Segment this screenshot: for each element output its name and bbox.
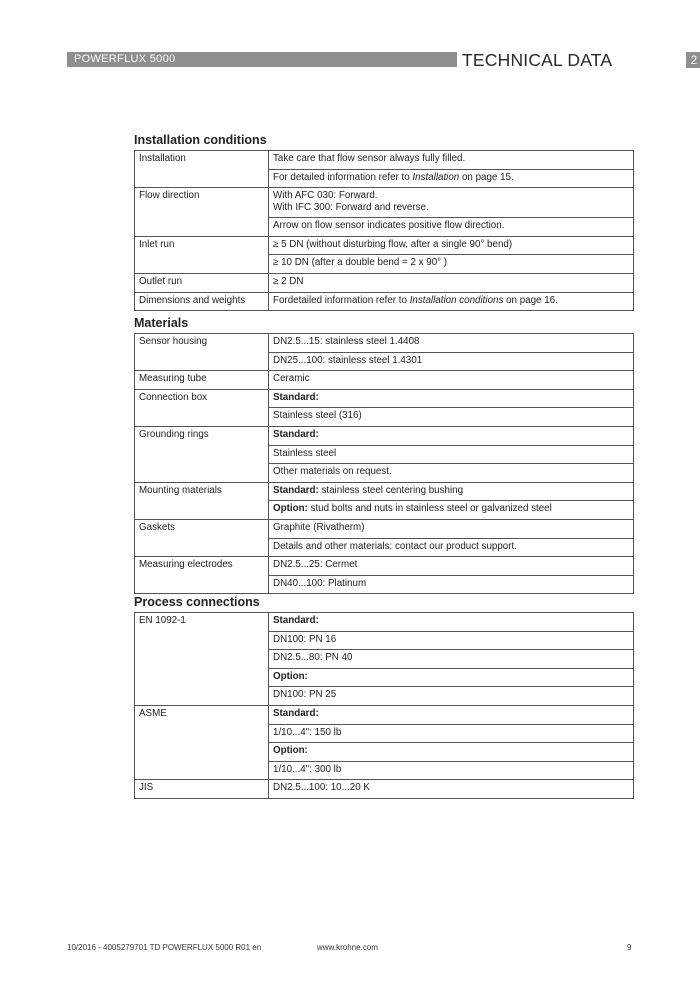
row-value: DN100: PN 16	[269, 631, 634, 650]
page-header	[67, 49, 698, 73]
row-value: ≥ 10 DN (after a double bend = 2 x 90° )	[269, 255, 634, 274]
row-value: DN100: PN 25	[269, 687, 634, 706]
row-label: Flow direction	[135, 188, 269, 237]
row-value: Standard:	[269, 389, 634, 408]
header-product: POWERFLUX 5000	[67, 52, 457, 67]
row-label: Measuring electrodes	[135, 557, 269, 594]
section-heading: Process connections	[134, 595, 260, 609]
table-row	[135, 426, 634, 445]
row-label: Inlet run	[135, 236, 269, 273]
row-value: Option: stud bolts and nuts in stainless steel or galvanized steel	[269, 501, 634, 520]
table-row	[135, 705, 634, 724]
row-value: Option:	[269, 668, 634, 687]
row-label: Gaskets	[135, 519, 269, 556]
row-label: Measuring tube	[135, 371, 269, 390]
row-label: Mounting materials	[135, 482, 269, 519]
row-value: Take care that flow sensor always fully filled.	[269, 151, 634, 170]
table-row	[135, 613, 634, 632]
footer-page-number: 9	[627, 943, 632, 952]
row-value: Details and other materials: contact our product support.	[269, 538, 634, 557]
row-label: JIS	[135, 780, 269, 799]
row-value: Standard:	[269, 705, 634, 724]
row-value: DN40...100: Platinum	[269, 575, 634, 594]
row-value: ≥ 2 DN	[269, 273, 634, 292]
materials-table	[134, 333, 634, 594]
row-value: Stainless steel	[269, 445, 634, 464]
row-label: ASME	[135, 705, 269, 779]
table-row	[135, 780, 634, 799]
materials-section	[134, 316, 634, 594]
row-value: Stainless steel (316)	[269, 408, 634, 427]
row-value: DN2.5...100: 10...20 K	[269, 780, 634, 799]
table-row	[135, 151, 634, 170]
table-row	[135, 482, 634, 501]
row-value: DN2.5...25: Cermet	[269, 557, 634, 576]
row-value: DN2.5...80: PN 40	[269, 650, 634, 669]
header-title: TECHNICAL DATA	[462, 50, 613, 70]
row-label: Outlet run	[135, 273, 269, 292]
row-value: Fordetailed information refer to Installation conditions on page 16.	[269, 292, 634, 311]
row-value: Other materials on request.	[269, 464, 634, 483]
row-value: Standard:	[269, 613, 634, 632]
table-row	[135, 188, 634, 218]
row-label: EN 1092-1	[135, 613, 269, 706]
row-value: DN25...100: stainless steel 1.4301	[269, 352, 634, 371]
row-value: For detailed information refer to Installation on page 15.	[269, 169, 634, 188]
page-reference-link[interactable]: Installation	[412, 171, 460, 183]
row-value: Graphite (Rivatherm)	[269, 519, 634, 538]
row-value: Arrow on flow sensor indicates positive flow direction.	[269, 218, 634, 237]
process-connections-section	[134, 595, 634, 799]
table-row	[135, 557, 634, 576]
row-value: 1/10...4": 300 lb	[269, 761, 634, 780]
page-reference-link[interactable]: Installation conditions	[409, 294, 504, 306]
row-label: Connection box	[135, 389, 269, 426]
chapter-badge: 2	[686, 52, 700, 68]
row-value: Ceramic	[269, 371, 634, 390]
table-row	[135, 236, 634, 255]
row-label: Grounding rings	[135, 426, 269, 482]
section-heading: Materials	[134, 316, 189, 330]
row-value: Option:	[269, 743, 634, 762]
installation-section	[134, 133, 634, 311]
table-row	[135, 273, 634, 292]
table-row	[135, 389, 634, 408]
row-value: ≥ 5 DN (without disturbing flow, after a single 90° bend)	[269, 236, 634, 255]
row-value: 1/10...4": 150 lb	[269, 724, 634, 743]
section-heading: Installation conditions	[134, 133, 267, 147]
table-row	[135, 519, 634, 538]
table-row	[135, 292, 634, 311]
row-value: With AFC 030: Forward. With IFC 300: Forward and reverse.	[269, 188, 634, 218]
row-value: DN2.5...15: stainless steel 1.4408	[269, 334, 634, 353]
row-value: Standard: stainless steel centering bushing	[269, 482, 634, 501]
row-label: Installation	[135, 151, 269, 188]
table-row	[135, 334, 634, 353]
installation-table	[134, 150, 634, 311]
row-label: Dimensions and weights	[135, 292, 269, 311]
table-row	[135, 371, 634, 390]
footer-website-link[interactable]: www.krohne.com	[317, 943, 378, 952]
footer-document-id: 10/2016 - 4005279701 TD POWERFLUX 5000 R01 en	[67, 943, 262, 952]
process-connections-table	[134, 612, 634, 799]
row-label: Sensor housing	[135, 334, 269, 371]
row-value: Standard:	[269, 426, 634, 445]
